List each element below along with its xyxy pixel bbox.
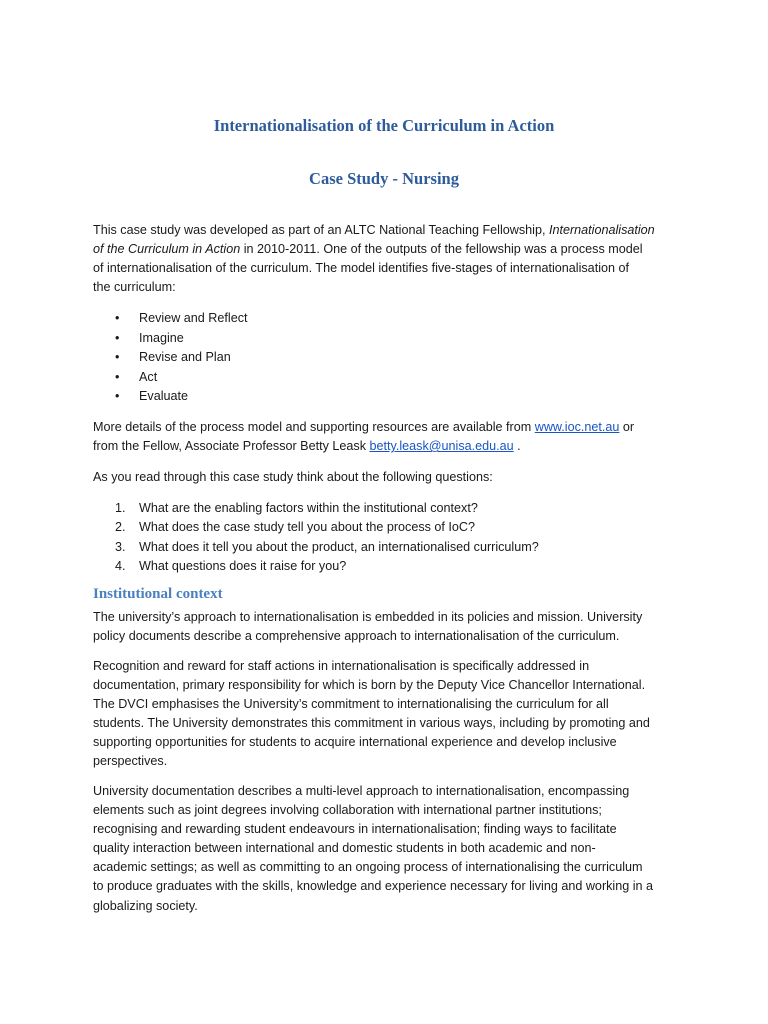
institutional-paragraph-1: The university’s approach to internationalisation is embedded in its policies and mission. University policy documents describe a comprehensive approach to internationalisation of the curriculum. <box>93 610 643 644</box>
stages-list <box>93 309 683 407</box>
bullet-icon: • <box>115 311 120 325</box>
questions-list <box>93 499 683 576</box>
list-item: • Evaluate <box>93 387 683 407</box>
questions-intro: As you read through this case study think about the following questions: <box>93 470 493 484</box>
section-heading: Institutional context <box>93 586 223 602</box>
document-subtitle: Case Study - Nursing <box>309 169 459 188</box>
institutional-paragraph-3: University documentation describes a multi-level approach to internationalisation, encompassing elements such as joint degrees involving collaboration with international partner institutions; recognising and rewarding student endeavours in internationalisation; finding ways to facilitate quality interaction between international and domestic students in both academic and non- academic settings; as well as committing to an ongoing process of internationalising the curriculum to produce graduates with the skills, knowledge and experience necessary for living and working in a globalizing society. <box>93 784 654 913</box>
list-item: 2. What does the case study tell you about the process of IoC? <box>115 520 476 535</box>
institutional-paragraph-2: Recognition and reward for staff actions in internationalisation is specifically addressed in documentation, primary responsibility for which is born by the Deputy Vice Chancellor International. The DVCI emphasises the University’s commitment to internationalising the curriculum for all students. The University demonstrates this commitment in various ways, including by promoting and supporting opportunities for students to acquire international experience and develop inclusive perspectives. <box>93 659 650 769</box>
intro-line-3: of internationalisation of the curriculum. The model identifies five-stages of internationalisation of <box>93 261 629 276</box>
resources-paragraph: More details of the process model and supporting resources are available from www.ioc.net.au or from the Fellow, Associate Professor Betty Leask betty.leask@unisa.edu.au . <box>93 420 635 454</box>
intro-line-1: This case study was developed as part of an ALTC National Teaching Fellowship, Internationalisation <box>93 223 655 237</box>
intro-line-4: the curriculum: <box>93 280 176 295</box>
bullet-icon: • <box>115 350 120 364</box>
list-item: • Review and Reflect <box>93 309 683 329</box>
intro-line-2: of the Curriculum in Action in 2010-2011. One of the outputs of the fellowship was a process model <box>93 242 643 257</box>
list-item: • Act <box>93 368 683 388</box>
email-link[interactable]: betty.leask@unisa.edu.au <box>369 439 514 454</box>
list-item: • Imagine <box>93 329 683 349</box>
document-title: Internationalisation of the Curriculum in Action <box>213 116 555 135</box>
list-item: 4. What questions does it raise for you? <box>115 558 347 573</box>
list-item: 1. What are the enabling factors within the institutional context? <box>115 501 478 515</box>
bullet-icon: • <box>115 389 120 403</box>
bullet-icon: • <box>115 369 120 384</box>
ioc-website-link[interactable]: www.ioc.net.au <box>534 420 620 434</box>
intro-paragraph <box>93 221 683 297</box>
bullet-icon: • <box>115 330 120 345</box>
list-item: 3. What does it tell you about the product, an internationalised curriculum? <box>115 539 539 554</box>
list-item: • Revise and Plan <box>93 348 683 368</box>
